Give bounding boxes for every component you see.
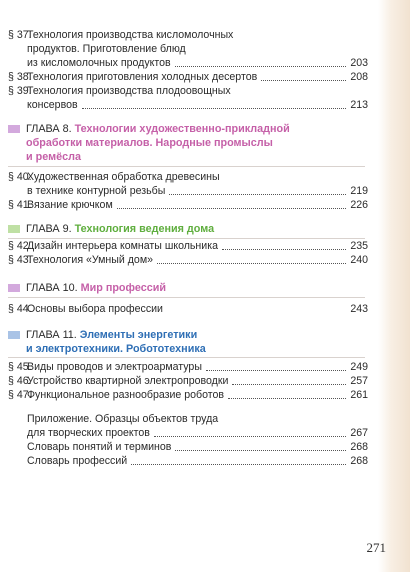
section-title-line: в технике контурной резьбы xyxy=(27,185,166,197)
chapter-label: ГЛАВА 8. xyxy=(26,123,72,135)
chapter-color-bar xyxy=(8,225,20,233)
page-ref: 243 xyxy=(350,303,368,315)
section-number: § 44. xyxy=(8,303,32,315)
section-number: § 42. xyxy=(8,240,32,252)
section-title-line: Художественная обработка древесины xyxy=(27,171,220,183)
page-edge-shading xyxy=(378,0,410,572)
section-number: § 43. xyxy=(8,254,32,266)
section-number: § 46. xyxy=(8,375,32,387)
chapter-color-bar xyxy=(8,125,20,133)
toc-entry-38 xyxy=(8,70,368,84)
toc-entry-43 xyxy=(8,253,368,267)
chapter-color-bar xyxy=(8,284,20,292)
page-ref: 257 xyxy=(350,375,368,387)
chapter-title: Мир профессий xyxy=(80,282,166,294)
appendix-entry-professions xyxy=(27,454,368,468)
toc-entry-47 xyxy=(8,388,368,402)
section-title-line: Технология производства кисломолочных xyxy=(27,29,234,41)
section-title-line: Виды проводов и электроарматуры xyxy=(27,361,202,373)
page-ref: 203 xyxy=(350,57,368,69)
section-title-line: Вязание крючком xyxy=(27,199,113,211)
dot-leader xyxy=(206,369,346,371)
chapter-title-line: и ремёсла xyxy=(26,151,81,163)
toc-entry-39 xyxy=(8,84,368,112)
toc-entry-37 xyxy=(8,28,368,70)
chapter-title: Технология ведения дома xyxy=(74,223,215,235)
page-ref: 249 xyxy=(350,361,368,373)
chapter-label: ГЛАВА 10. xyxy=(26,282,78,294)
chapter-label: ГЛАВА 9. xyxy=(26,223,72,235)
appendix-entry-glossary xyxy=(27,440,368,454)
chapter-10-heading xyxy=(8,281,368,295)
page-ref: 219 xyxy=(350,185,368,197)
page-ref: 240 xyxy=(350,254,368,266)
chapter-11-heading xyxy=(8,328,368,356)
section-title-line: Функциональное разнообразие роботов xyxy=(27,389,224,401)
dot-leader xyxy=(228,397,346,399)
toc-entry-40 xyxy=(8,170,368,198)
dot-leader xyxy=(82,107,346,109)
appendix-entry-projects xyxy=(27,412,368,440)
page-ref: 268 xyxy=(350,441,368,453)
page-ref: 267 xyxy=(350,427,368,439)
chapter-8-heading xyxy=(8,122,368,164)
chapter-title-line: Элементы энергетики xyxy=(79,329,198,341)
chapter-9-heading xyxy=(8,222,368,236)
section-title-line: Основы выбора профессии xyxy=(27,303,163,315)
toc-entry-46 xyxy=(8,374,368,388)
page-ref: 268 xyxy=(350,455,368,467)
section-title-line: продуктов. Приготовление блюд xyxy=(27,43,186,55)
section-number: § 41. xyxy=(8,199,32,211)
dot-leader xyxy=(169,193,346,195)
chapter-title-line: Технологии художественно-прикладной xyxy=(74,123,290,135)
chapter-title-line: обработки материалов. Народные промыслы xyxy=(26,137,273,149)
toc-entry-44 xyxy=(8,302,368,316)
dot-leader xyxy=(157,262,346,264)
dot-leader xyxy=(131,463,346,465)
divider xyxy=(8,357,365,358)
chapter-label: ГЛАВА 11. xyxy=(26,329,77,341)
toc-entry-42 xyxy=(8,239,368,253)
divider xyxy=(8,297,365,298)
toc-entry-41 xyxy=(8,198,368,212)
page-ref: 208 xyxy=(350,71,368,83)
toc-entry-45 xyxy=(8,360,368,374)
dot-leader xyxy=(175,449,346,451)
section-number: § 39. xyxy=(8,85,32,97)
appendix-title-line: для творческих проектов xyxy=(27,427,150,439)
section-title-line: из кисломолочных продуктов xyxy=(27,57,171,69)
dot-leader xyxy=(117,207,346,209)
appendix-title-line: Словарь профессий xyxy=(27,455,128,467)
leader-space xyxy=(167,312,346,313)
dot-leader xyxy=(261,79,346,81)
section-number: § 38. xyxy=(8,71,32,83)
section-number: § 47. xyxy=(8,389,32,401)
page-number: 271 xyxy=(366,540,386,555)
page-ref: 235 xyxy=(350,240,368,252)
section-title-line: Устройство квартирной электропроводки xyxy=(27,375,229,387)
dot-leader xyxy=(232,383,346,385)
section-number: § 37. xyxy=(8,29,32,41)
section-title-line: Технология «Умный дом» xyxy=(27,254,153,266)
appendix-title-line: Приложение. Образцы объектов труда xyxy=(27,413,219,425)
dot-leader xyxy=(175,65,346,67)
section-title-line: Дизайн интерьера комнаты школьника xyxy=(27,240,218,252)
dot-leader xyxy=(222,248,346,250)
dot-leader xyxy=(154,435,346,437)
divider xyxy=(8,166,365,167)
section-title-line: Технология производства плодоовощных xyxy=(27,85,231,97)
section-title-line: консервов xyxy=(27,99,78,111)
page-ref: 213 xyxy=(350,99,368,111)
page-ref: 261 xyxy=(350,389,368,401)
chapter-color-bar xyxy=(8,331,20,339)
page-ref: 226 xyxy=(350,199,368,211)
appendix-title-line: Словарь понятий и терминов xyxy=(27,441,172,453)
section-number: § 45. xyxy=(8,361,32,373)
section-title-line: Технология приготовления холодных десертов xyxy=(27,71,258,83)
section-number: § 40. xyxy=(8,171,32,183)
chapter-title-line: и электротехники. Робототехника xyxy=(26,343,206,355)
